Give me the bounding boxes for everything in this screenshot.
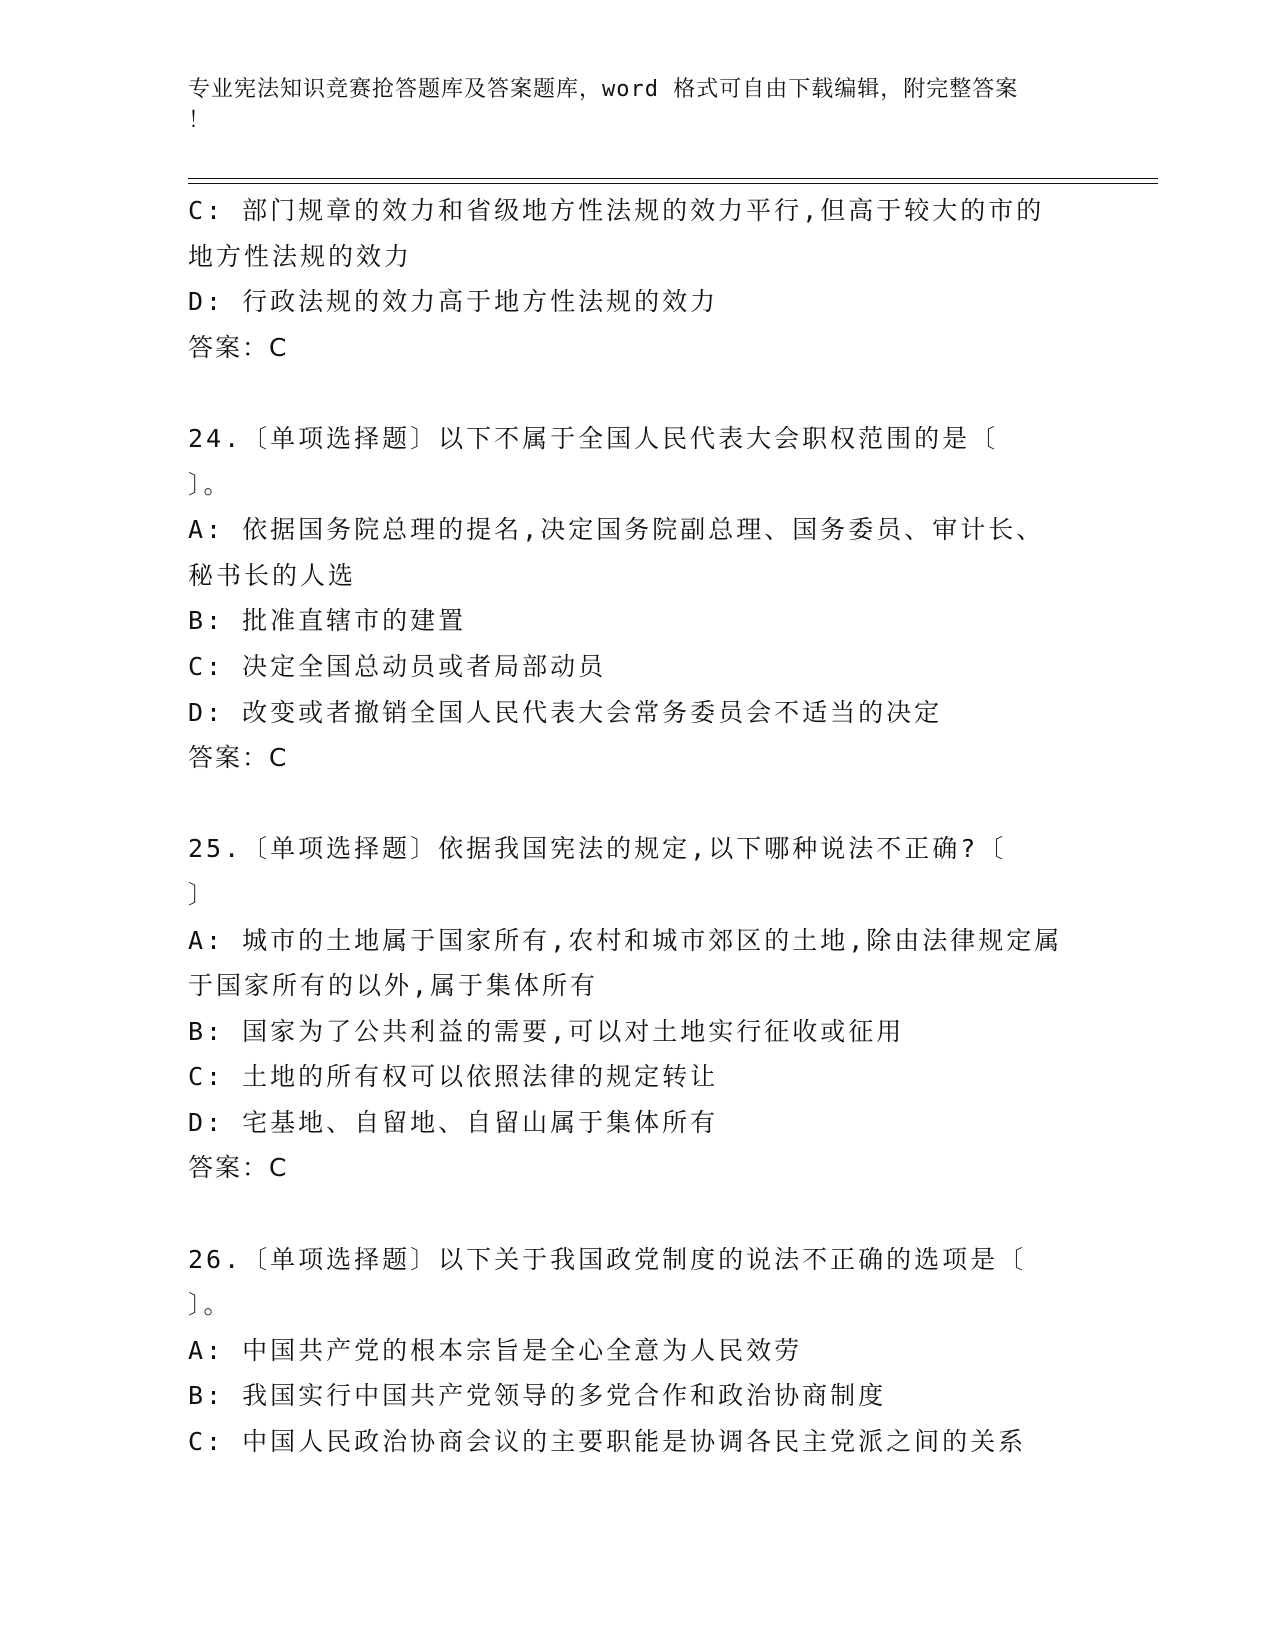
option-a-continuation: 于国家所有的以外,属于集体所有 bbox=[188, 971, 599, 1001]
question-stem-continuation: 〕。 bbox=[188, 1290, 232, 1320]
option-c: C: 土地的所有权可以依照法律的规定转让 bbox=[188, 1062, 719, 1092]
question-24 bbox=[188, 416, 1088, 781]
answer: 答案：C bbox=[188, 332, 289, 362]
header-divider-top bbox=[188, 178, 1158, 179]
option-c-continuation: 地方性法规的效力 bbox=[188, 241, 413, 271]
option-a: A: 城市的土地属于国家所有,农村和城市郊区的土地,除由法律规定属 bbox=[188, 925, 1063, 955]
question-23-tail bbox=[188, 188, 1088, 370]
option-b: B: 我国实行中国共产党领导的多党合作和政治协商制度 bbox=[188, 1381, 887, 1411]
spacer bbox=[188, 370, 1088, 416]
question-stem-continuation: 〕 bbox=[188, 879, 217, 909]
question-25 bbox=[188, 826, 1088, 1191]
question-stem: 26.〔单项选择题〕以下关于我国政党制度的说法不正确的选项是〔 bbox=[188, 1244, 1027, 1274]
option-b: B: 批准直辖市的建置 bbox=[188, 606, 467, 636]
header-title: 专业宪法知识竞赛抢答题库及答案题库，word 格式可自由下载编辑，附完整答案 bbox=[188, 77, 1019, 102]
option-a-continuation: 秘书长的人选 bbox=[188, 560, 357, 590]
option-a: A: 中国共产党的根本宗旨是全心全意为人民效劳 bbox=[188, 1335, 803, 1365]
question-list bbox=[188, 188, 1088, 1465]
option-b: B: 国家为了公共利益的需要,可以对土地实行征收或征用 bbox=[188, 1016, 905, 1046]
option-d: D: 改变或者撤销全国人民代表大会常务委员会不适当的决定 bbox=[188, 697, 943, 727]
question-stem: 25.〔单项选择题〕依据我国宪法的规定,以下哪种说法不正确?〔 bbox=[188, 834, 1007, 864]
option-c: C: 决定全国总动员或者局部动员 bbox=[188, 651, 607, 681]
option-a: A: 依据国务院总理的提名,决定国务院副总理、国务委员、审计长、 bbox=[188, 515, 1045, 545]
spacer bbox=[188, 1191, 1088, 1237]
answer: 答案：C bbox=[188, 1153, 289, 1183]
option-d: D: 宅基地、自留地、自留山属于集体所有 bbox=[188, 1107, 719, 1137]
answer: 答案：C bbox=[188, 743, 289, 773]
document-header bbox=[188, 74, 1068, 136]
question-26 bbox=[188, 1237, 1088, 1465]
question-stem: 24.〔单项选择题〕以下不属于全国人民代表大会职权范围的是〔 bbox=[188, 423, 999, 453]
question-stem-continuation: 〕。 bbox=[188, 469, 232, 499]
header-divider-bottom bbox=[188, 183, 1158, 184]
spacer bbox=[188, 781, 1088, 827]
header-title-continuation: ！ bbox=[188, 108, 212, 133]
option-c: C: 部门规章的效力和省级地方性法规的效力平行,但高于较大的市的 bbox=[188, 196, 1045, 225]
option-c: C: 中国人民政治协商会议的主要职能是协调各民主党派之间的关系 bbox=[188, 1427, 1027, 1457]
option-d: D: 行政法规的效力高于地方性法规的效力 bbox=[188, 287, 719, 317]
